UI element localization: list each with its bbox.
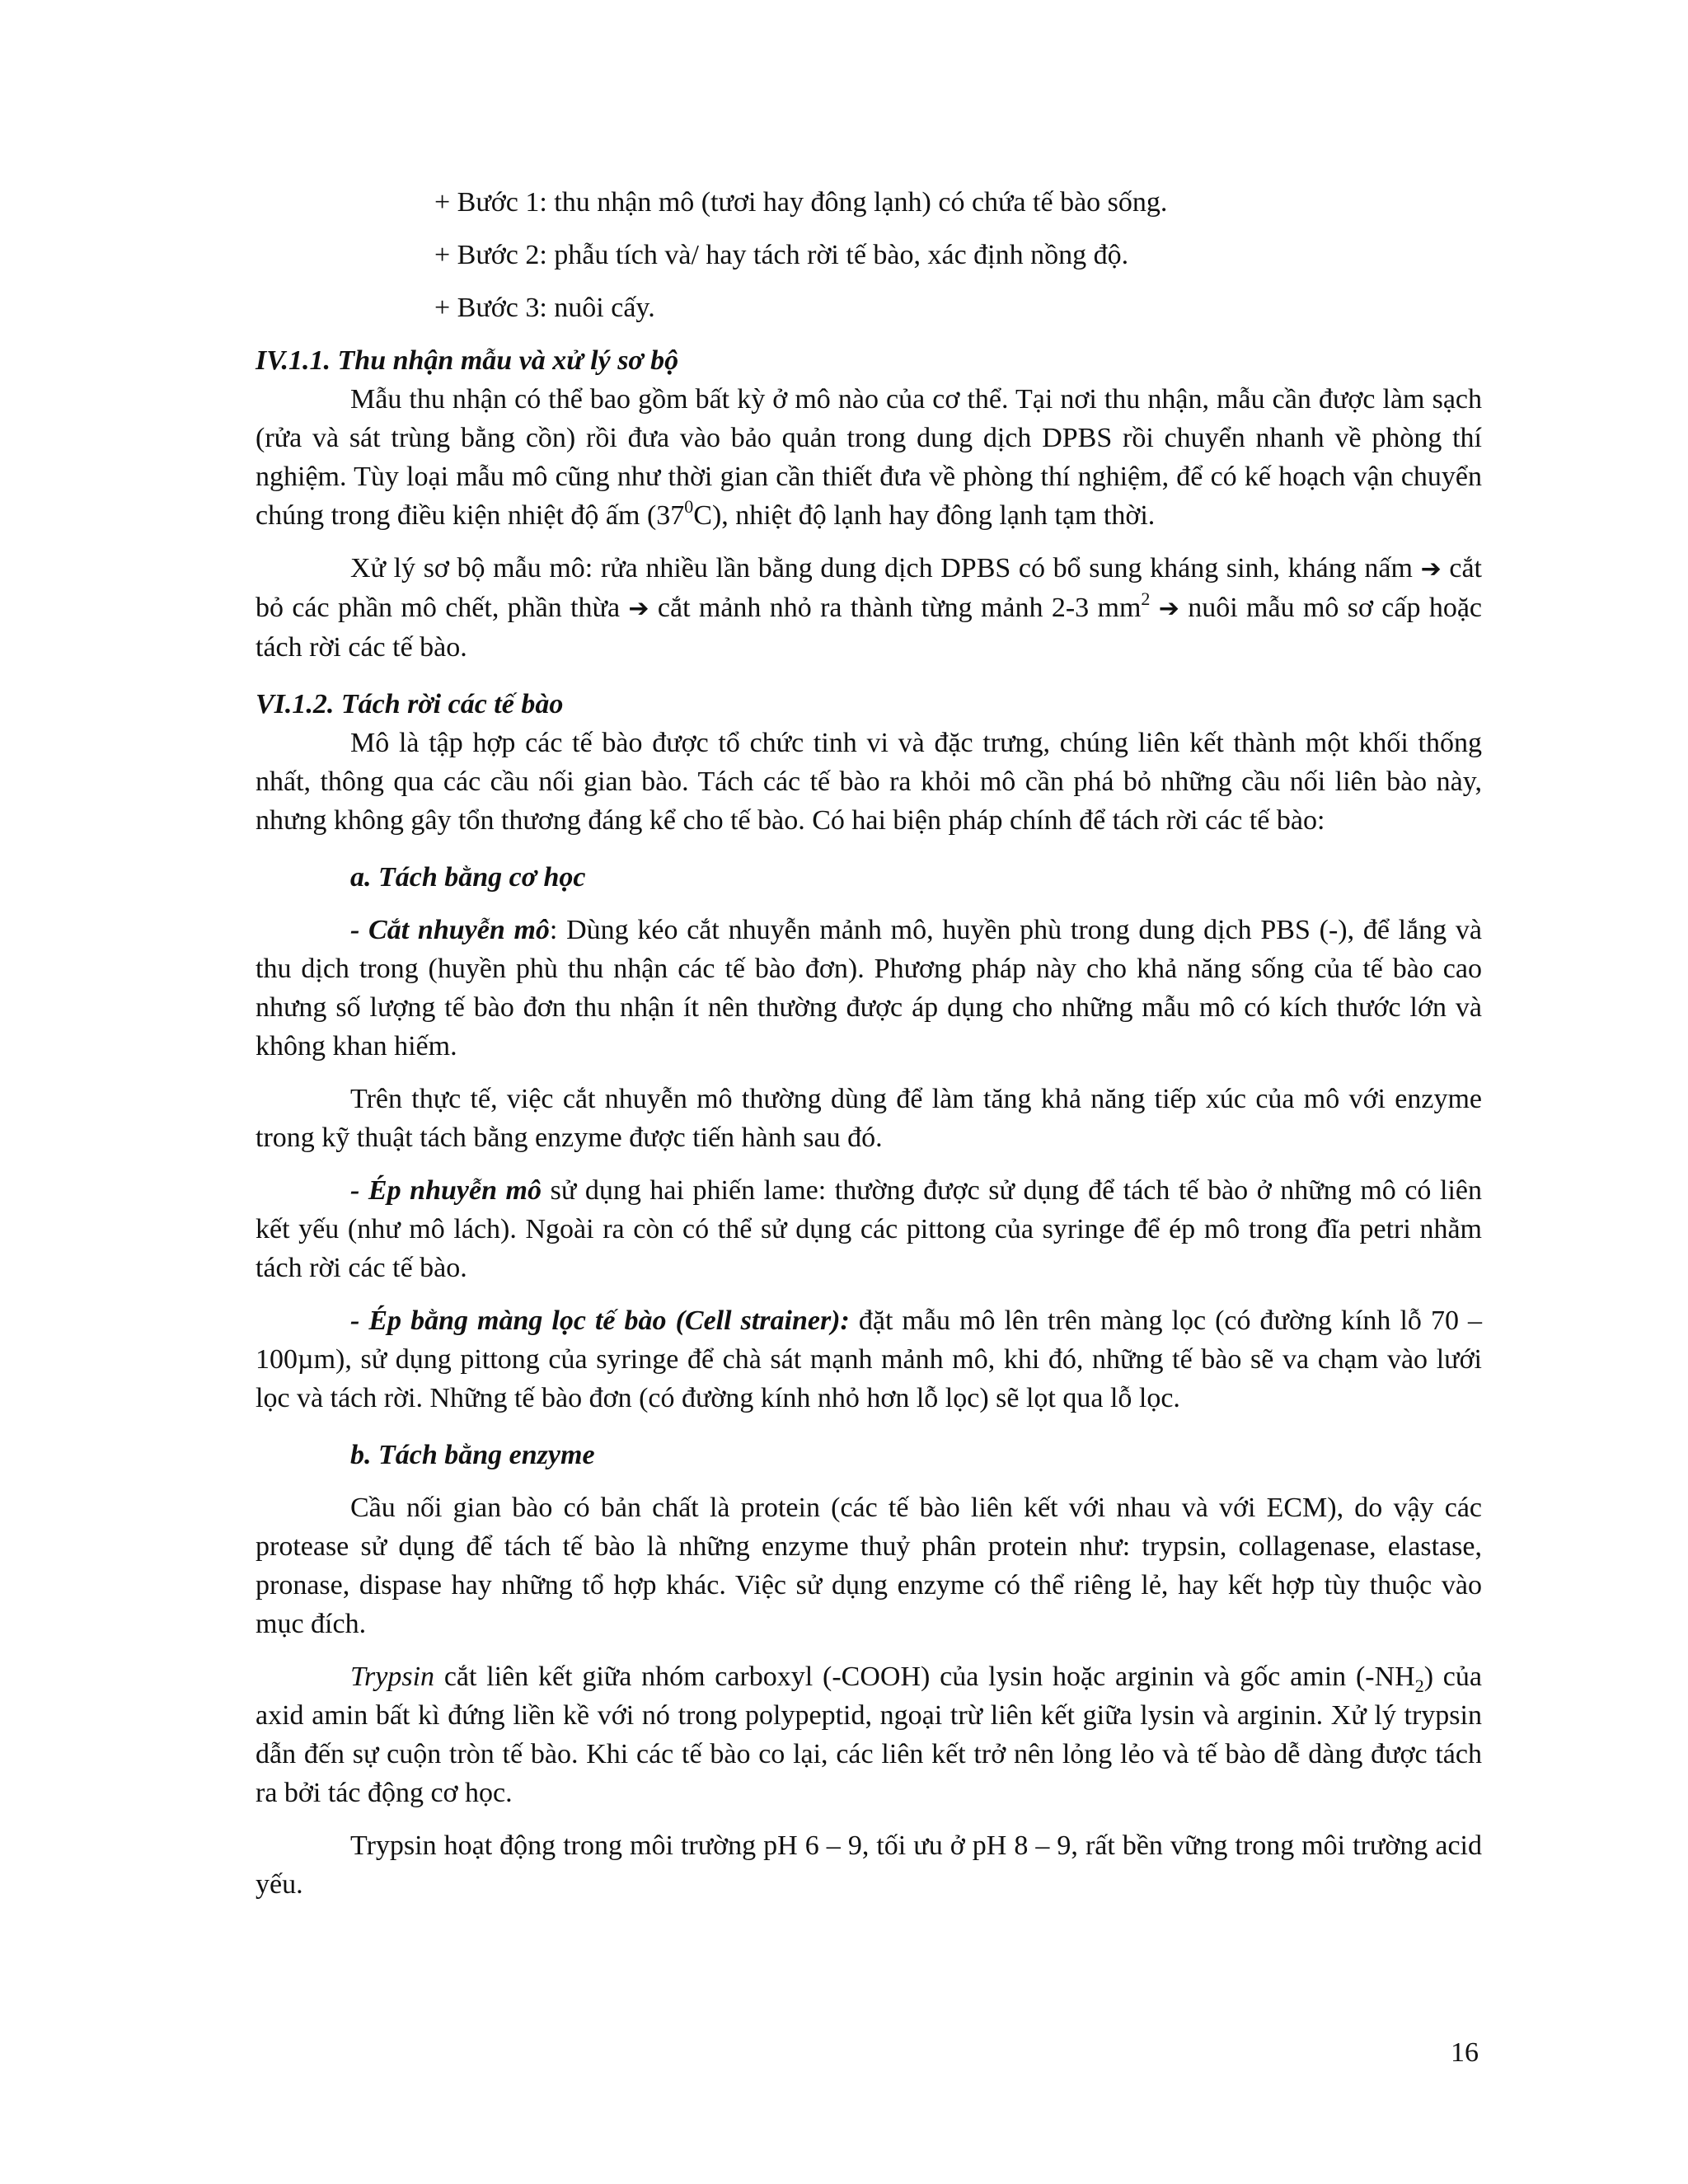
paragraph-trypsin-ph: Trypsin hoạt động trong môi trường pH 6 – 9, tối ưu ở pH 8 – 9, rất bền vững trong môi trường acid yếu. bbox=[256, 1830, 1482, 1900]
paragraph-text: ) của axid amin bất kì đứng liền kề với nó trong polypeptid, ngoại trừ liên kết giữa lysin và arginin. Xử lý trypsin dẫn đến sự cuộn tròn tế bào. Khi các tế bào co lại, các liên kết trở nên lỏng lẻo và tế bào dễ dàng được tách ra bởi tác động cơ học. bbox=[256, 1661, 1482, 1808]
paragraph-text: cắt mảnh nhỏ ra thành từng mảnh 2-3 mm bbox=[649, 593, 1142, 623]
superscript-squared: 2 bbox=[1141, 588, 1151, 609]
step-2: + Bước 2: phẫu tích và/ hay tách rời tế bào, xác định nồng độ. bbox=[434, 240, 1129, 270]
paragraph-cell-strainer bbox=[256, 1301, 1482, 1418]
paragraph-text: : Dùng kéo cắt nhuyễn mảnh mô, huyền phù trong dung dịch PBS (-), để lắng và thu dịch trong (huyền phù thu nhận các tế bào đơn). Phương pháp này cho khả năng sống của tế bào cao nhưng số lượng tế bào đơn thu nhận ít nên thường được áp dụng cho những mẫu mô có kích thước lớn và không khan hiếm. bbox=[256, 915, 1483, 1062]
section-heading-iv-1-1: IV.1.1. Thu nhận mẫu và xử lý sơ bộ bbox=[256, 345, 679, 376]
paragraph-trypsin bbox=[256, 1657, 1482, 1812]
page-number: 16 bbox=[1451, 2037, 1479, 2068]
arrow-right-icon: ➔ bbox=[1420, 555, 1442, 583]
superscript-degree: 0 bbox=[684, 496, 694, 517]
step-1: + Bước 1: thu nhận mô (tươi hay đông lạnh) có chứa tế bào sống. bbox=[434, 187, 1168, 218]
paragraph-text: Xử lý sơ bộ mẫu mô: rửa nhiều lần bằng dung dịch DPBS có bổ sung kháng sinh, kháng nấm bbox=[350, 553, 1421, 583]
term-label: - Ép nhuyễn mô bbox=[350, 1175, 542, 1206]
step-3: + Bước 3: nuôi cấy. bbox=[434, 293, 655, 323]
paragraph-pre-processing bbox=[256, 549, 1482, 667]
paragraph-practice: Trên thực tế, việc cắt nhuyễn mô thường dùng để làm tăng khả năng tiếp xúc của mô với enzyme trong kỹ thuật tách bằng enzyme được tiến hành sau đó. bbox=[256, 1084, 1482, 1153]
paragraph-enzyme-proteases: Cầu nối gian bào có bản chất là protein (các tế bào liên kết với nhau và với ECM), do vậy các protease sử dụng để tách tế bào là những enzyme thuỷ phân protein như: trypsin, collagenase, elastase, pronase, dispase hay những tổ hợp khác. Việc sử dụng enzyme có thể riêng lẻ, hay kết hợp tùy thuộc vào mục đích. bbox=[256, 1493, 1482, 1639]
paragraph-text: cắt bỏ các phần mô chết, phần thừa bbox=[256, 553, 1482, 623]
term-label: - Ép bằng màng lọc tế bào (Cell strainer): bbox=[350, 1305, 850, 1336]
paragraph-pressing bbox=[256, 1171, 1482, 1287]
term-label: - Cắt nhuyễn mô bbox=[350, 915, 550, 945]
paragraph-text bbox=[1150, 593, 1158, 623]
paragraph-tissue-intro: Mô là tập hợp các tế bào được tổ chức tinh vi và đặc trưng, chúng liên kết thành một khối thống nhất, thông qua các cầu nối gian bào. Tách các tế bào ra khỏi mô cần phá bỏ những cầu nối liên bào này, nhưng không gây tổn thương đáng kể cho tế bào. Có hai biện pháp chính để tách rời các tế bào: bbox=[256, 728, 1482, 836]
subscript-two: 2 bbox=[1414, 1675, 1424, 1696]
arrow-right-icon: ➔ bbox=[628, 594, 649, 623]
paragraph-mincing bbox=[256, 911, 1482, 1066]
paragraph-text: C), nhiệt độ lạnh hay đông lạnh tạm thời. bbox=[693, 500, 1156, 531]
document-page bbox=[256, 183, 1482, 1904]
subheading-enzyme: b. Tách bằng enzyme bbox=[350, 1440, 595, 1470]
paragraph-text: cắt liên kết giữa nhóm carboxyl (-COOH) của lysin hoặc arginin và gốc amin (-NH bbox=[434, 1661, 1415, 1692]
paragraph-text: Mẫu thu nhận có thể bao gồm bất kỳ ở mô nào của cơ thể. Tại nơi thu nhận, mẫu cần được làm sạch (rửa và sát trùng bằng cồn) rồi đưa vào bảo quản trong dung dịch DPBS rồi chuyển nhanh về phòng thí nghiệm. Tùy loại mẫu mô cũng như thời gian cần thiết đưa về phòng thí nghiệm, để có kế hoạch vận chuyển chúng trong điều kiện nhiệt độ ấm (37 bbox=[256, 384, 1482, 531]
term-label: Trypsin bbox=[350, 1661, 435, 1692]
subheading-mechanical: a. Tách bằng cơ học bbox=[350, 862, 586, 893]
arrow-right-icon: ➔ bbox=[1158, 594, 1179, 623]
paragraph-text: nuôi mẫu mô sơ cấp hoặc tách rời các tế bào. bbox=[256, 593, 1483, 663]
steps-list bbox=[256, 183, 1482, 327]
paragraph-text: sử dụng hai phiến lame: thường được sử dụng để tách tế bào ở những mô có liên kết yếu (như mô lách). Ngoài ra còn có thể sử dụng các pittong của syringe để ép mô trong đĩa petri nhằm tách rời các tế bào. bbox=[256, 1175, 1483, 1283]
paragraph-text: đặt mẫu mô lên trên màng lọc (có đường kính lỗ 70 – 100µm), sử dụng pittong của syringe để chà sát mạnh mảnh mô, khi đó, những tế bào sẽ va chạm vào lưới lọc và tách rời. Những tế bào đơn (có đường kính nhỏ hơn lỗ lọc) sẽ lọt qua lỗ lọc. bbox=[256, 1305, 1482, 1413]
paragraph-sample-collection bbox=[256, 380, 1482, 535]
section-heading-vi-1-2: VI.1.2. Tách rời các tế bào bbox=[256, 689, 564, 719]
